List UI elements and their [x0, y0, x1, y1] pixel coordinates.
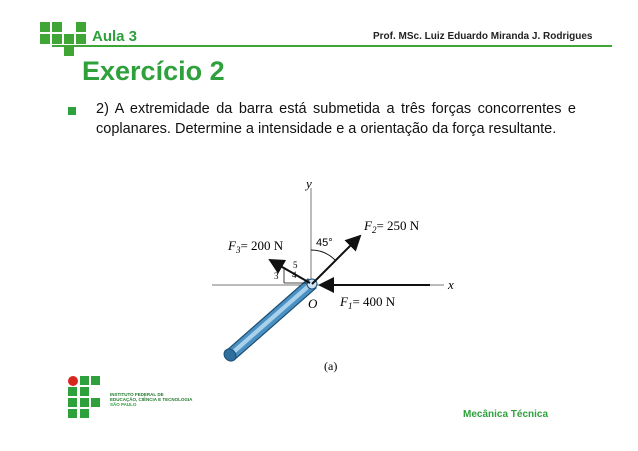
bullet-square [68, 107, 76, 115]
force-f2-label: $F_2= 250$ N [364, 218, 420, 235]
force-f3-label: $F_3= 200$ N [228, 238, 284, 255]
rod [222, 279, 317, 364]
angle-arc [311, 250, 335, 260]
svg-text:3: 3 [274, 271, 279, 281]
header-logo-squares [40, 14, 90, 56]
institution-name: INSTITUTO FEDERAL DE EDUCAÇÃO, CIÊNCIA E TECNOLOGIA SÃO PAULO [110, 392, 193, 407]
course-name: Mecânica Técnica [463, 409, 549, 420]
figure-caption: (a) [324, 359, 338, 373]
angle-label: 45° [316, 237, 333, 249]
svg-text:4: 4 [292, 270, 297, 280]
slide-title: Exercício 2 [82, 56, 225, 86]
professor-name: Prof. MSc. Luiz Eduardo Miranda J. Rodrigues [373, 31, 593, 42]
header-divider [52, 45, 612, 47]
lesson-label: Aula 3 [92, 28, 138, 45]
x-axis-label: x [448, 277, 454, 292]
y-axis-label: y [306, 176, 312, 191]
force-f1-label: $F_1= 400$ N [340, 294, 396, 311]
origin-label: O [308, 296, 318, 311]
institution-logo [68, 376, 108, 418]
force-diagram [200, 170, 470, 380]
problem-text: 2) A extremidade da barra está submetida a três forças concorrentes e coplanares. Determine a intensidade e a orientação da força resultante. [96, 101, 576, 137]
svg-text:5: 5 [293, 260, 298, 270]
